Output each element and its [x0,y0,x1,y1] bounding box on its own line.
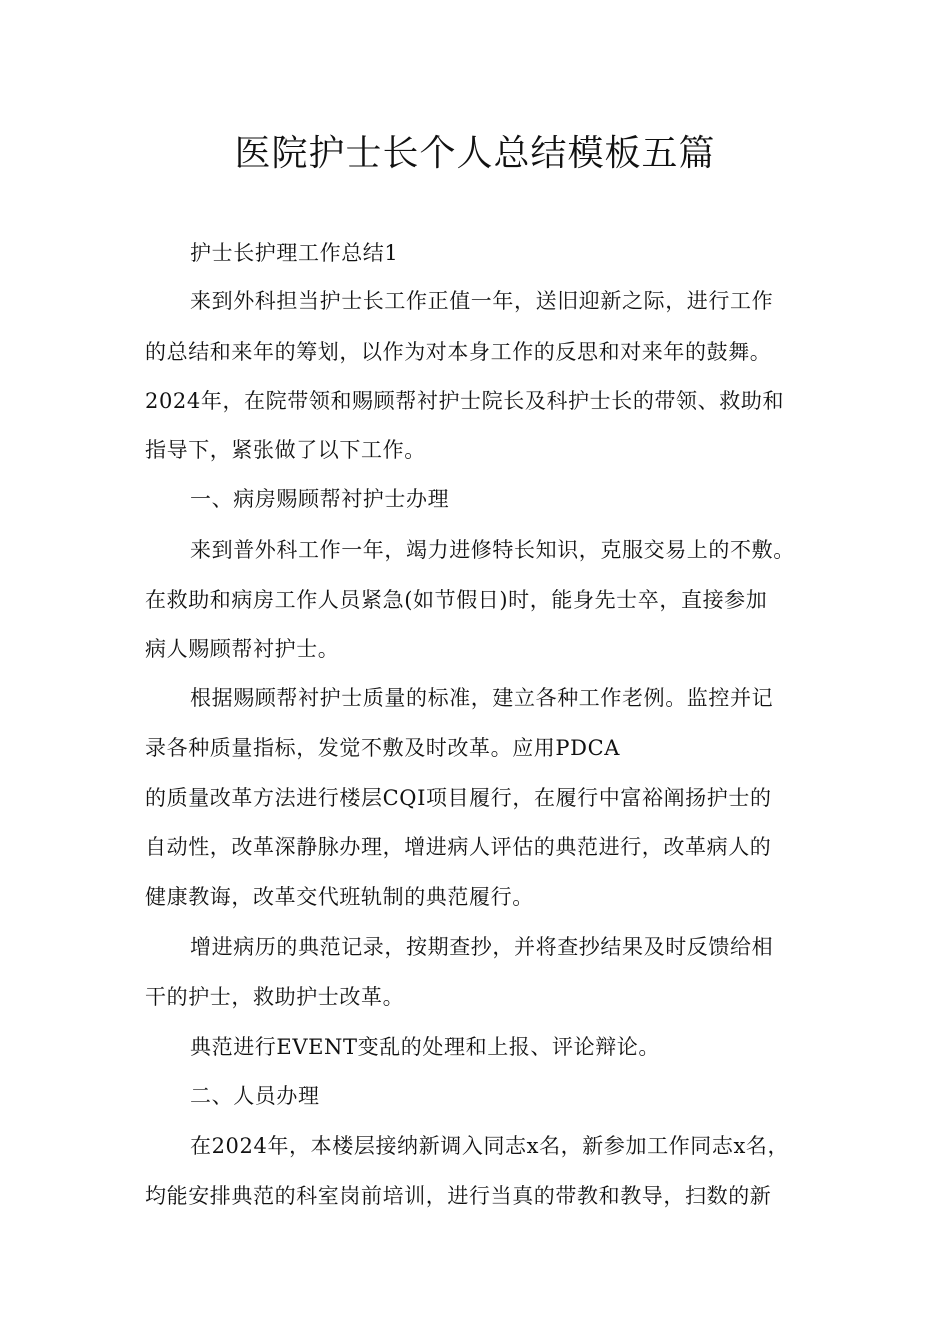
paragraph-line: 来到普外科工作一年，竭力进修特长知识，克服交易上的不敷。 [190,538,795,562]
paragraph-line: 增进病历的典范记录，按期查抄，并将查抄结果及时反馈给相 [190,935,774,959]
paragraph-line: 2024年，在院带领和赐顾帮衬护士院长及科护士长的带领、救助和 [145,389,785,413]
paragraph-line: 在2024年，本楼层接纳新调入同志x名，新参加工作同志x名， [190,1134,790,1158]
paragraph-line: 录各种质量指标，发觉不敷及时改革。应用PDCA [145,736,620,760]
paragraph-line: 典范进行EVENT变乱的处理和上报、评论辩论。 [190,1035,661,1059]
paragraph-line: 指导下，紧张做了以下工作。 [145,438,426,462]
section-heading: 一、病房赐顾帮衬护士办理 [190,487,450,511]
section-heading: 护士长护理工作总结1 [190,241,399,265]
paragraph-line: 根据赐顾帮衬护士质量的标准，建立各种工作老例。监控并记 [190,686,774,710]
paragraph-line: 干的护士，救助护士改革。 [145,985,405,1009]
paragraph-line: 来到外科担当护士长工作正值一年，送旧迎新之际，进行工作 [190,289,774,313]
paragraph-line: 在救助和病房工作人员紧急(如节假日)时，能身先士卒，直接参加 [145,588,768,612]
document-title: 医院护士长个人总结模板五篇 [234,133,716,174]
paragraph-line: 的总结和来年的筹划，以作为对本身工作的反思和对来年的鼓舞。 [145,340,772,364]
paragraph-line: 均能安排典范的科室岗前培训，进行当真的带教和教导，扫数的新 [145,1184,772,1208]
paragraph-line: 病人赐顾帮衬护士。 [145,637,340,661]
paragraph-line: 健康教诲，改革交代班轨制的典范履行。 [145,885,534,909]
paragraph-line: 的质量改革方法进行楼层CQI项目履行，在履行中富裕阐扬护士的 [145,786,772,810]
paragraph-line: 自动性，改革深静脉办理，增进病人评估的典范进行，改革病人的 [145,835,772,859]
section-heading: 二、人员办理 [190,1084,320,1108]
